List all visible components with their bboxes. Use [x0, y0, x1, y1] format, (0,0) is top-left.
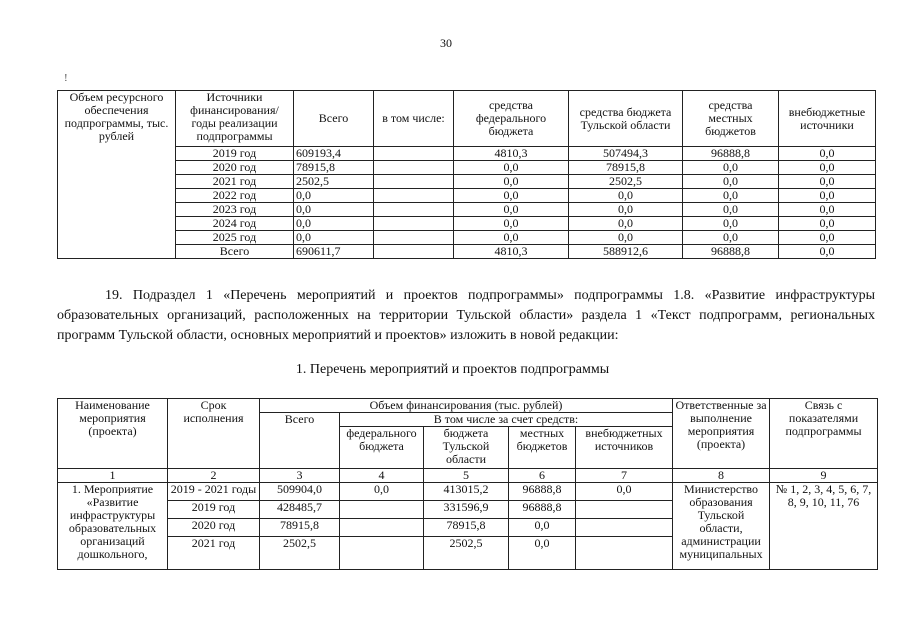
- regional-cell: 0,0: [569, 231, 683, 245]
- header-local: местных бюджетов: [509, 427, 576, 469]
- table-row: [58, 483, 878, 501]
- local-cell: 96888,8: [683, 245, 779, 259]
- federal-cell: 0,0: [454, 161, 569, 175]
- total-cell: 78915,8: [260, 518, 340, 536]
- regional-cell: 0,0: [569, 217, 683, 231]
- header-federal: федерального бюджета: [340, 427, 424, 469]
- header-including: В том числе за счет средств:: [340, 413, 673, 427]
- empty-cell: [374, 231, 454, 245]
- extra-cell: 0,0: [576, 483, 673, 501]
- table-row: [58, 231, 876, 245]
- regional-cell: 0,0: [569, 203, 683, 217]
- header-regional: бюджета Тульской области: [424, 427, 509, 469]
- header-sources: Источники финансирования/ годы реализации подпрограммы: [176, 91, 294, 147]
- header-regional: средства бюджета Тульской области: [569, 91, 683, 147]
- col-number: 9: [770, 469, 878, 483]
- federal-cell: 0,0: [454, 217, 569, 231]
- term-cell: 2019 - 2021 годы: [168, 483, 260, 501]
- extra-cell: 0,0: [779, 175, 876, 189]
- regional-cell: 588912,6: [569, 245, 683, 259]
- federal-cell: 0,0: [454, 231, 569, 245]
- empty-cell: [374, 175, 454, 189]
- regional-cell: 507494,3: [569, 147, 683, 161]
- regional-cell: 78915,8: [569, 161, 683, 175]
- regional-cell: 413015,2: [424, 483, 509, 501]
- extra-cell: [576, 518, 673, 536]
- col-number: 4: [340, 469, 424, 483]
- extra-cell: [576, 536, 673, 569]
- year-cell: Всего: [176, 245, 294, 259]
- local-cell: 0,0: [683, 189, 779, 203]
- margin-mark: !: [64, 72, 68, 84]
- col-number: 5: [424, 469, 509, 483]
- col-number: 8: [673, 469, 770, 483]
- extra-cell: [576, 500, 673, 518]
- table-row: [58, 203, 876, 217]
- extra-cell: 0,0: [779, 245, 876, 259]
- empty-cell: [374, 245, 454, 259]
- local-cell: 0,0: [683, 231, 779, 245]
- empty-cell: [374, 217, 454, 231]
- total-cell: 2502,5: [260, 536, 340, 569]
- regional-cell: 2502,5: [424, 536, 509, 569]
- header-federal: средства федерального бюджета: [454, 91, 569, 147]
- federal-cell: 0,0: [454, 175, 569, 189]
- year-cell: 2023 год: [176, 203, 294, 217]
- local-cell: 0,0: [683, 203, 779, 217]
- federal-cell: [340, 518, 424, 536]
- responsible-cell: Министерство образования Тульской области, администрации муниципальных: [673, 483, 770, 570]
- header-local: средства местных бюджетов: [683, 91, 779, 147]
- event-name: 1. Мероприятие «Развитие инфраструктуры образовательных организаций дошкольного,: [58, 483, 168, 570]
- events-table: [57, 398, 878, 570]
- local-cell: 0,0: [683, 161, 779, 175]
- header-link: Связь с показателями подпрограммы: [770, 399, 878, 469]
- federal-cell: 4810,3: [454, 245, 569, 259]
- total-cell: 428485,7: [260, 500, 340, 518]
- regional-cell: 2502,5: [569, 175, 683, 189]
- table-row: [58, 147, 876, 161]
- column-numbers-row: [58, 469, 878, 483]
- year-cell: 2020 год: [176, 161, 294, 175]
- header-extra: внебюджетные источники: [779, 91, 876, 147]
- total-cell: 2502,5: [294, 175, 374, 189]
- total-cell: 78915,8: [294, 161, 374, 175]
- local-cell: 96888,8: [509, 500, 576, 518]
- extra-cell: 0,0: [779, 161, 876, 175]
- extra-cell: 0,0: [779, 217, 876, 231]
- extra-cell: 0,0: [779, 203, 876, 217]
- extra-cell: 0,0: [779, 189, 876, 203]
- total-cell: 609193,4: [294, 147, 374, 161]
- table-row: [58, 161, 876, 175]
- col-number: 7: [576, 469, 673, 483]
- local-cell: 0,0: [683, 175, 779, 189]
- federal-cell: 4810,3: [454, 147, 569, 161]
- term-cell: 2020 год: [168, 518, 260, 536]
- col-number: 1: [58, 469, 168, 483]
- empty-cell: [374, 161, 454, 175]
- total-cell: 0,0: [294, 189, 374, 203]
- table-total-row: [58, 245, 876, 259]
- col-number: 2: [168, 469, 260, 483]
- federal-cell: 0,0: [454, 189, 569, 203]
- local-cell: 96888,8: [683, 147, 779, 161]
- total-cell: 509904,0: [260, 483, 340, 501]
- empty-cell: [374, 147, 454, 161]
- resource-row-label: Объем ресурсного обеспечения подпрограммы, тыс. рублей: [58, 91, 176, 259]
- total-cell: 0,0: [294, 231, 374, 245]
- year-cell: 2024 год: [176, 217, 294, 231]
- resource-table: [57, 90, 876, 259]
- local-cell: 96888,8: [509, 483, 576, 501]
- regional-cell: 0,0: [569, 189, 683, 203]
- header-funding: Объем финансирования (тыс. рублей): [260, 399, 673, 413]
- regional-cell: 331596,9: [424, 500, 509, 518]
- federal-cell: 0,0: [340, 483, 424, 501]
- header-term: Срок исполнения: [168, 399, 260, 469]
- total-cell: 0,0: [294, 203, 374, 217]
- header-total: Всего: [260, 413, 340, 469]
- link-cell: № 1, 2, 3, 4, 5, 6, 7, 8, 9, 10, 11, 76: [770, 483, 878, 570]
- regional-cell: 78915,8: [424, 518, 509, 536]
- header-including: в том числе:: [374, 91, 454, 147]
- header-responsible: Ответственные за выполнение мероприятия (проекта): [673, 399, 770, 469]
- term-cell: 2019 год: [168, 500, 260, 518]
- federal-cell: [340, 500, 424, 518]
- empty-cell: [374, 203, 454, 217]
- year-cell: 2022 год: [176, 189, 294, 203]
- year-cell: 2021 год: [176, 175, 294, 189]
- extra-cell: 0,0: [779, 147, 876, 161]
- header-name: Наименование мероприятия (проекта): [58, 399, 168, 469]
- local-cell: 0,0: [683, 217, 779, 231]
- federal-cell: 0,0: [454, 203, 569, 217]
- federal-cell: [340, 536, 424, 569]
- header-total: Всего: [294, 91, 374, 147]
- year-cell: 2025 год: [176, 231, 294, 245]
- section-title: 1. Перечень мероприятий и проектов подпрограммы: [295, 362, 610, 377]
- col-number: 6: [509, 469, 576, 483]
- local-cell: 0,0: [509, 536, 576, 569]
- term-cell: 2021 год: [168, 536, 260, 569]
- table-row: [58, 175, 876, 189]
- extra-cell: 0,0: [779, 231, 876, 245]
- amendment-paragraph: 19. Подраздел 1 «Перечень мероприятий и проектов подпрограммы» подпрограммы 1.8. «Развитие инфраструктуры образовательных организаций, расположенных на территории Тульской области» раздела 1 «Текст подпрограмм, региональных программ Тульской области, основных мероприятий и проектов» изложить в новой редакции:: [57, 288, 875, 343]
- col-number: 3: [260, 469, 340, 483]
- page-number: 30: [440, 36, 452, 50]
- year-cell: 2019 год: [176, 147, 294, 161]
- header-extra: внебюджетных источников: [576, 427, 673, 469]
- table-row: [58, 217, 876, 231]
- table-row: [58, 189, 876, 203]
- empty-cell: [374, 189, 454, 203]
- local-cell: 0,0: [509, 518, 576, 536]
- total-cell: 690611,7: [294, 245, 374, 259]
- total-cell: 0,0: [294, 217, 374, 231]
